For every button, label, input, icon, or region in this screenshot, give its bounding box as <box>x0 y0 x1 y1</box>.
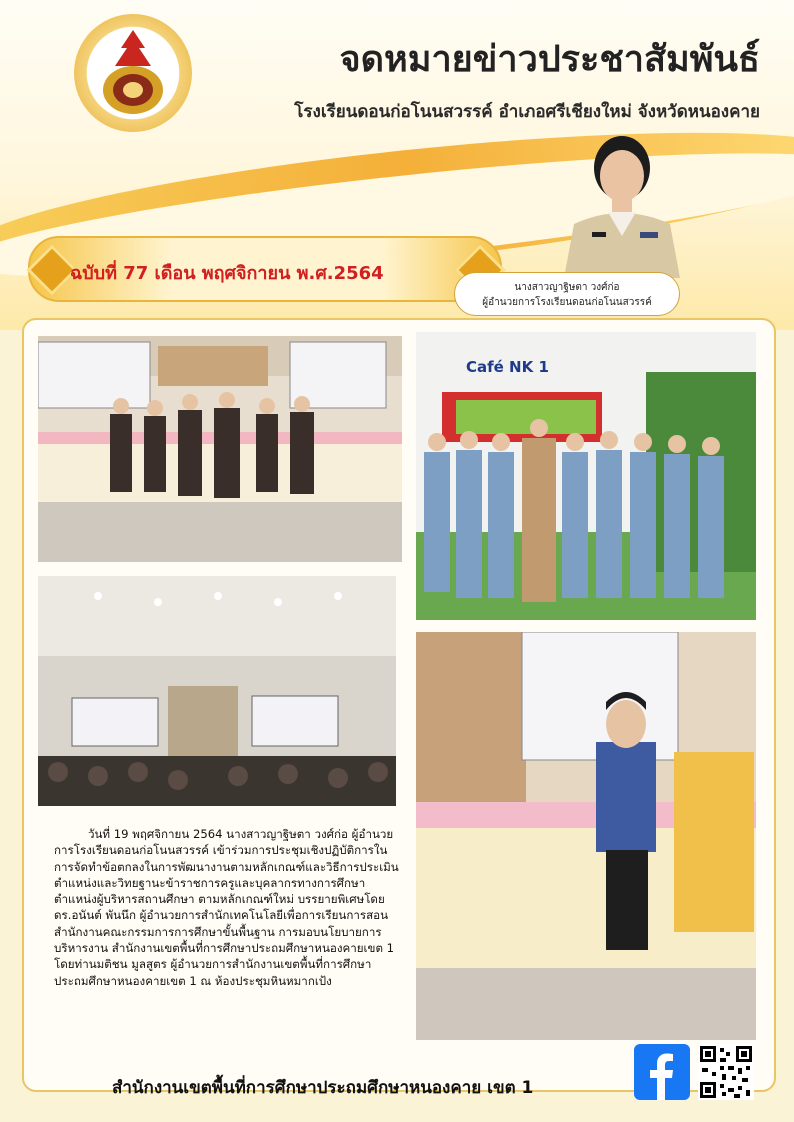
qr-code-icon[interactable] <box>698 1044 754 1100</box>
director-caption <box>454 272 680 316</box>
director-name: นางสาวญาฐิษตา วงศ์ก่อ <box>514 282 620 293</box>
director-position: ผู้อำนวยการโรงเรียนดอนก่อโนนสวรรค์ <box>482 297 652 308</box>
facebook-icon[interactable] <box>634 1044 690 1100</box>
photo-director-meeting <box>416 632 756 1040</box>
issue-number: ฉบับที่ 77 เดือน พฤศจิกายน พ.ศ.2564 <box>70 263 384 284</box>
photo-cafe-group <box>416 332 756 620</box>
school-emblem <box>74 14 192 132</box>
photo-group-hall <box>38 336 402 562</box>
emblem-icon <box>93 28 173 118</box>
newsletter-title: จดหมายข่าวประชาสัมพันธ์ <box>339 39 760 80</box>
school-subtitle: โรงเรียนดอนก่อโนนสวรรค์ อำเภอศรีเชียงใหม่ จังหวัดหนองคาย <box>294 102 760 122</box>
director-portrait <box>556 128 688 278</box>
photo-conference-room <box>38 576 396 806</box>
cafe-sign: Café NK 1 <box>466 358 549 376</box>
article-body: วันที่ 19 พฤศจิกายน 2564 นางสาวญาฐิษตา วงศ์ก่อ ผู้อำนวยการโรงเรียนดอนก่อโนนสวรรค์ เข้าร่วมการประชุมเชิงปฏิบัติการในการจัดทำข้อตกลงในการพัฒนางานตามหลักเกณฑ์และวิธีการประเมินตำแหน่งและวิทยฐานะข้าราชการครูและบุคลากรทางการศึกษาตำแหน่งผู้บริหารสถานศึกษา ตามหลักเกณฑ์ใหม่ บรรยายพิเศษโดย ดร.อนันต์ พันนึก ผู้อำนวยการสำนักเทคโนโลยีเพื่อการเรียนการสอน สำนักงานคณะกรรมการการศึกษาขั้นพื้นฐาน การมอบนโยบายการบริหารงาน สำนักงานเขตพื้นที่การศึกษาประถมศึกษาหนองคายเขต 1 โดยท่านมติชน มูลสูตร ผู้อำนวยการสำนักงานเขตพื้นที่การศึกษาประถมศึกษาหนองคายเขต 1 ณ ห้องประชุมหินหมากเป้ง <box>54 827 399 988</box>
footer-office-name: สำนักงานเขตพื้นที่การศึกษาประถมศึกษาหนองคาย เขต 1 <box>112 1078 534 1098</box>
